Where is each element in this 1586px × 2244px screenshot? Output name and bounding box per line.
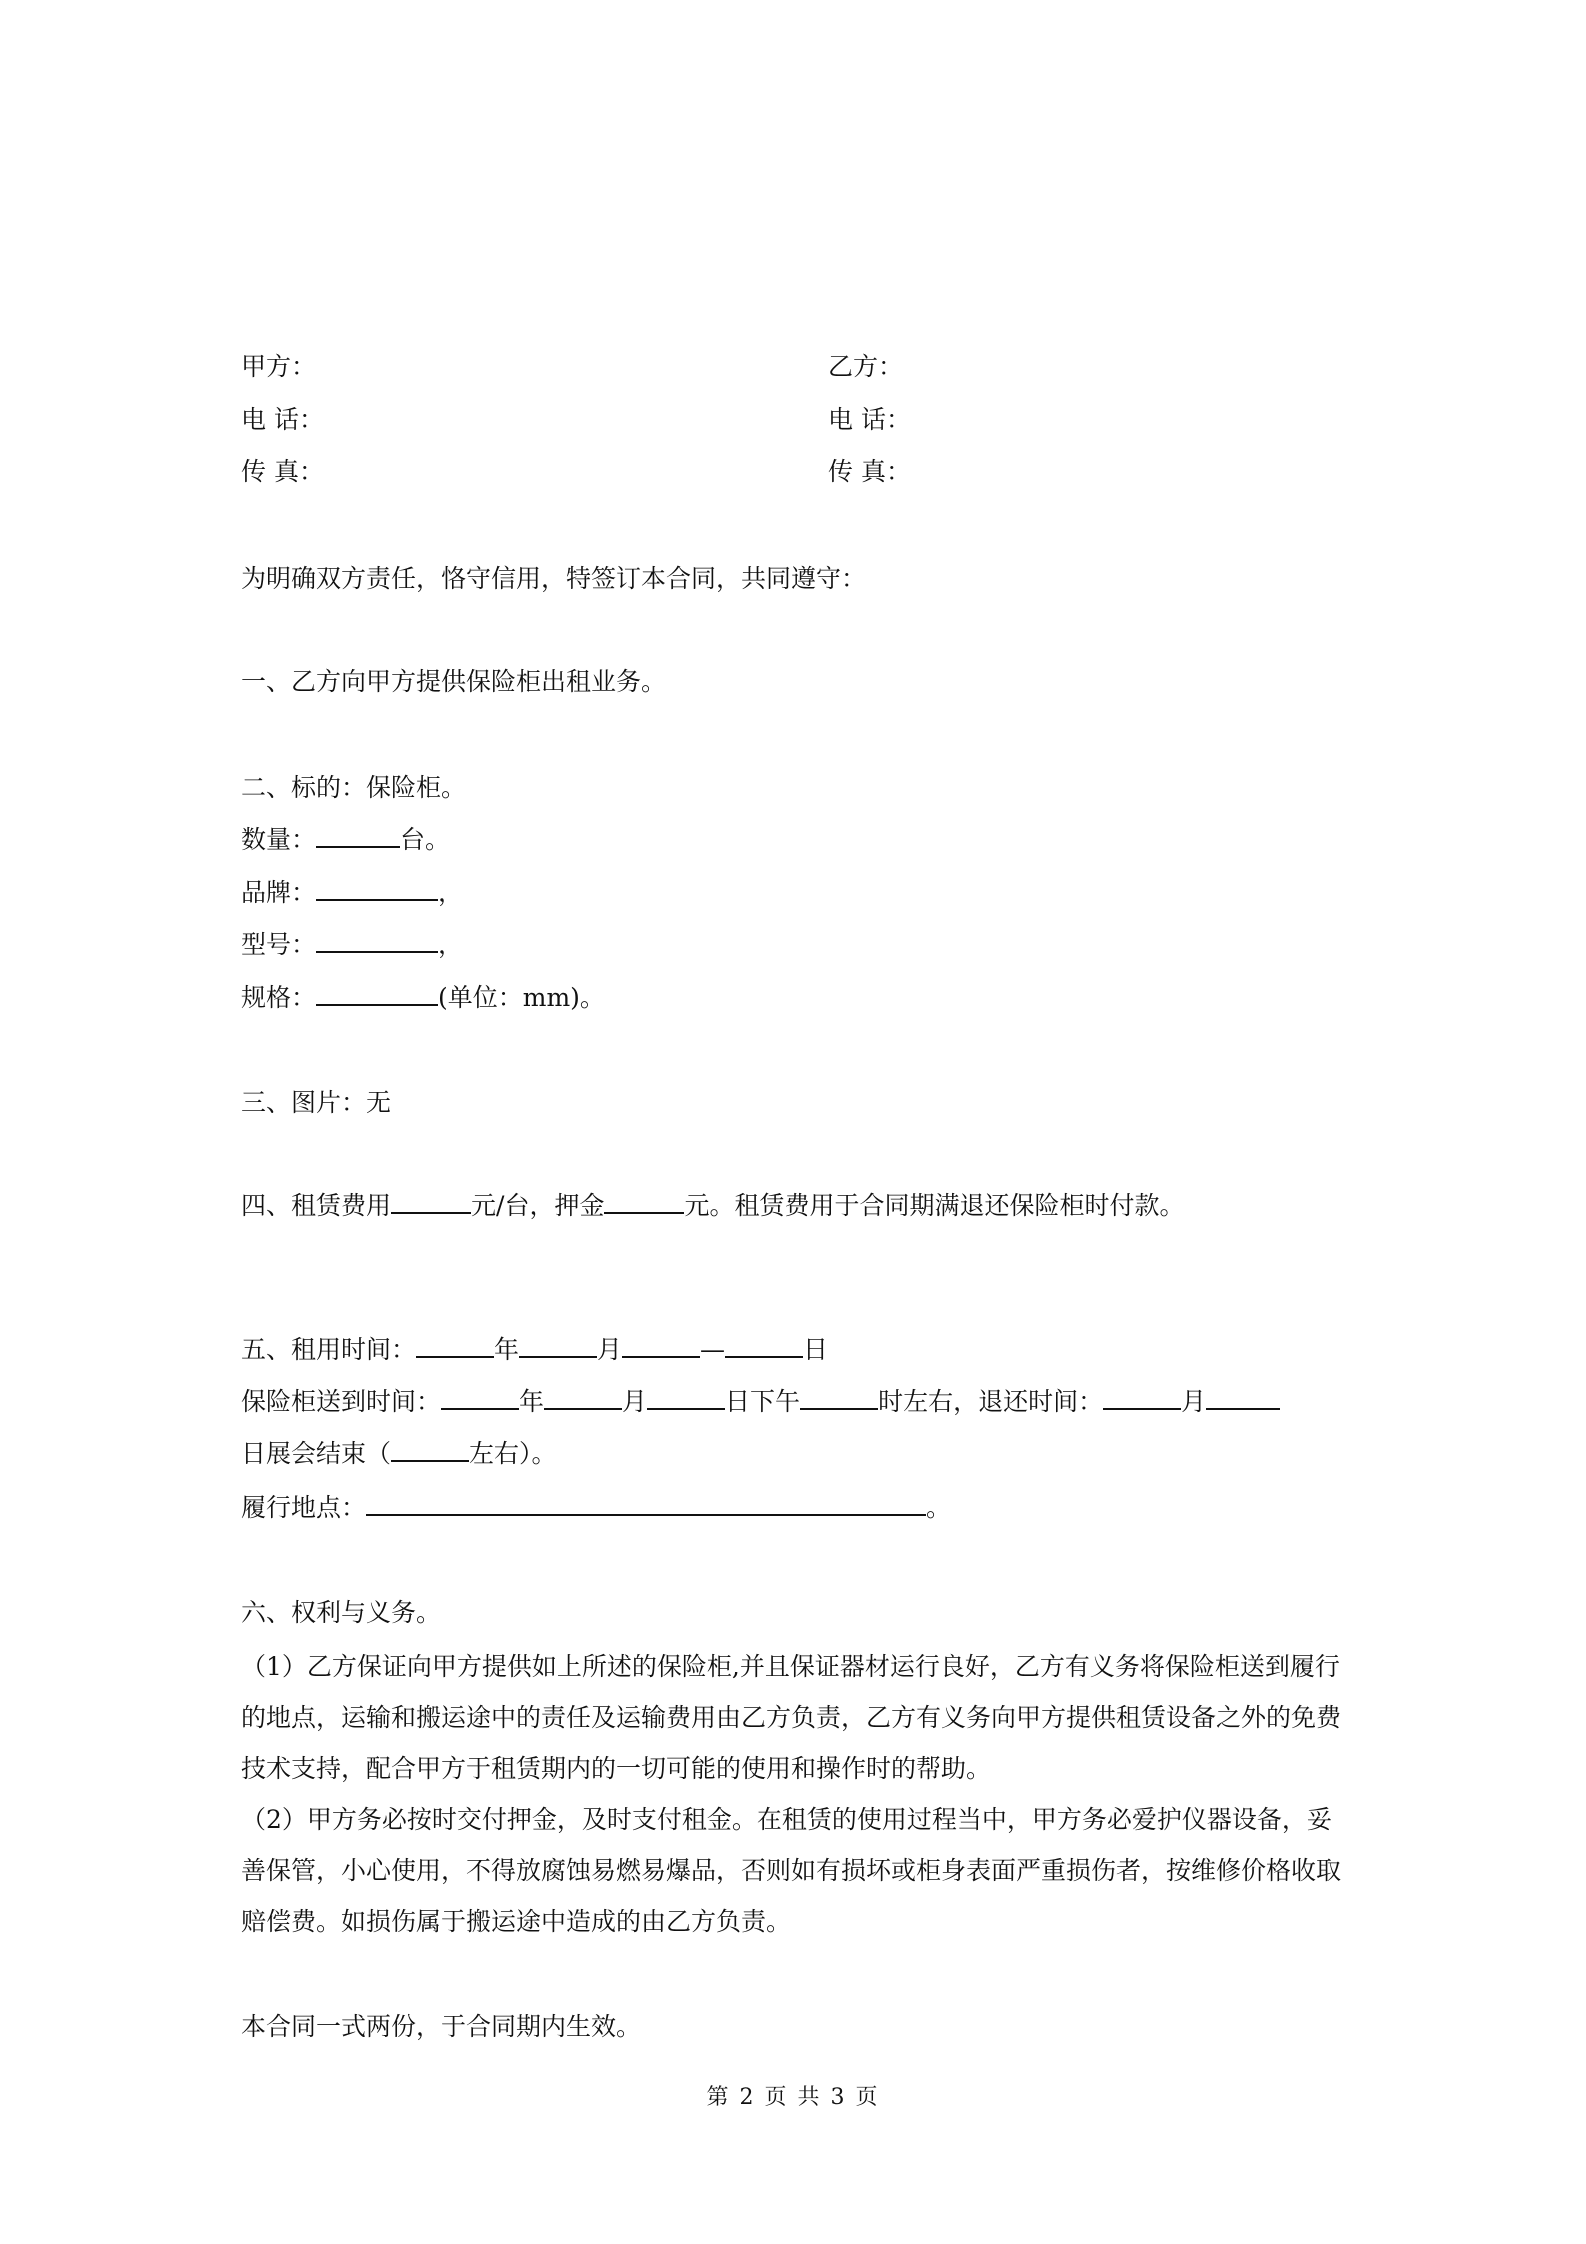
delivery-month-blank[interactable] (544, 1384, 622, 1410)
year-text: 年 (494, 1335, 520, 1364)
delivery-month-text: 月 (622, 1387, 648, 1416)
delivery-hour-blank[interactable] (800, 1384, 878, 1410)
brand-label: 品牌： (241, 878, 317, 907)
month-text: 月 (597, 1335, 623, 1364)
intro-paragraph: 为明确双方责任，恪守信用，特签订本合同，共同遵守： (241, 564, 867, 593)
model-blank[interactable] (316, 927, 438, 953)
exhibition-end-about: 左右）。 (469, 1439, 557, 1468)
section-2-title: 二、标的：保险柜。 (241, 773, 467, 802)
party-a-phone-label: 电 话： (241, 405, 324, 434)
clause-2: （2）甲方务必按时交付押金，及时支付租金。在租赁的使用过程当中，甲方务必爱护仪器设备，妥善保管，小心使用，不得放腐蚀易燃易爆品，否则如有损坏或柜身表面严重损伤者，按维修价格收取赔偿费。如损伤属于搬运途中造成的由乙方负责。 (241, 1805, 1342, 1936)
section-4 (241, 1188, 1184, 1223)
model-label: 型号： (241, 930, 317, 959)
rental-month-blank[interactable] (519, 1332, 597, 1358)
party-a-label: 甲方： (241, 352, 317, 381)
section-3: 三、图片：无 (241, 1088, 392, 1117)
exhibition-end-text: 日展会结束（ (241, 1439, 392, 1468)
delivery-time-label: 保险柜送到时间： (241, 1387, 442, 1416)
closing-paragraph: 本合同一式两份，于合同期内生效。 (241, 2012, 642, 2041)
brand-blank[interactable] (316, 875, 438, 901)
delivery-year-text: 年 (519, 1387, 545, 1416)
spec-row (241, 980, 605, 1015)
dash-text: — (700, 1335, 726, 1364)
rental-fee-unit: 元/台，押金 (471, 1191, 605, 1220)
spec-blank[interactable] (316, 980, 438, 1006)
section-6-title: 六、权利与义务。 (241, 1598, 442, 1627)
delivery-year-blank[interactable] (441, 1384, 519, 1410)
delivery-time-row (241, 1384, 1280, 1419)
delivery-day-blank[interactable] (647, 1384, 725, 1410)
return-month-blank[interactable] (1103, 1384, 1181, 1410)
party-b-phone-label: 电 话： (828, 405, 911, 434)
afternoon-text: 日下午 (725, 1387, 801, 1416)
return-day-blank[interactable] (1206, 1384, 1280, 1410)
section-1: 一、乙方向甲方提供保险柜出租业务。 (241, 667, 667, 696)
party-a-fax-label: 传 真： (241, 457, 324, 486)
brand-comma: ， (438, 878, 464, 907)
rental-time-label: 五、租用时间： (241, 1335, 417, 1364)
rental-day-end-blank[interactable] (725, 1332, 803, 1358)
return-month-text: 月 (1181, 1387, 1207, 1416)
model-comma: ， (438, 930, 464, 959)
rental-day-start-blank[interactable] (622, 1332, 700, 1358)
brand-row (241, 875, 463, 910)
place-row (241, 1490, 951, 1525)
about-return-text: 时左右，退还时间： (878, 1387, 1104, 1416)
clause-1: （1）乙方保证向甲方提供如上所述的保险柜,并且保证器材运行良好，乙方有义务将保险柜送到履行的地点，运输和搬运途中的责任及运输费用由乙方负责，乙方有义务向甲方提供租赁设备之外的免费技术支持，配合甲方于租赁期内的一切可能的使用和操作时的帮助。 (241, 1652, 1342, 1783)
page-footer: 第 2 页 共 3 页 (706, 2085, 880, 2110)
place-period: 。 (926, 1493, 952, 1522)
deposit-blank[interactable] (604, 1188, 684, 1214)
party-b-label: 乙方： (828, 352, 904, 381)
spec-label: 规格： (241, 983, 317, 1012)
quantity-unit: 台。 (400, 825, 451, 854)
place-blank[interactable] (366, 1490, 926, 1516)
model-row (241, 927, 463, 962)
day-text: 日 (803, 1335, 829, 1364)
quantity-label: 数量： (241, 825, 317, 854)
exhibition-end-blank[interactable] (391, 1436, 469, 1462)
rental-year-blank[interactable] (416, 1332, 494, 1358)
party-b-fax-label: 传 真： (828, 457, 911, 486)
rental-time-row (241, 1332, 828, 1367)
quantity-blank[interactable] (316, 822, 400, 848)
rental-fee-label: 四、租赁费用 (241, 1191, 392, 1220)
rental-fee-blank[interactable] (391, 1188, 471, 1214)
spec-unit: (单位：mm)。 (438, 983, 605, 1012)
quantity-row (241, 822, 450, 857)
rental-fee-tail: 元。租赁费用于合同期满退还保险柜时付款。 (684, 1191, 1185, 1220)
place-label: 履行地点： (241, 1493, 367, 1522)
exhibition-end-row (241, 1436, 557, 1471)
